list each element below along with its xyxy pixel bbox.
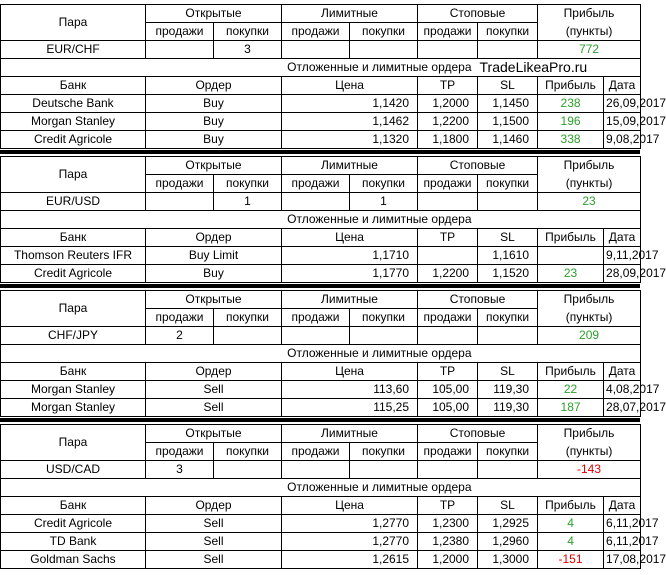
bank-name: Morgan Stanley — [1, 381, 146, 399]
order-price: 1,2770 — [282, 533, 418, 551]
limit-sell-count — [282, 193, 350, 211]
pair-name: USD/CAD — [1, 461, 146, 479]
stop-sells-header: продажи — [418, 175, 478, 193]
order-tp: 1,2380 — [418, 533, 478, 551]
open-header: Открытые — [146, 425, 282, 443]
order-sl: 1,1610 — [478, 247, 538, 265]
open-sells-header: продажи — [146, 175, 214, 193]
section-separator — [0, 284, 640, 288]
open-sells-header: продажи — [146, 23, 214, 41]
order-type: Sell — [146, 551, 282, 569]
order-date: 6,11,2017 — [604, 515, 641, 533]
open-buy-count — [214, 461, 282, 479]
bank-header: Банк — [1, 363, 146, 381]
limit-buys-header: покупки — [350, 175, 418, 193]
order-price: 113,60 — [282, 381, 418, 399]
order-type: Buy — [146, 113, 282, 131]
order-header: Ордер — [146, 497, 282, 515]
order-row — [1, 113, 641, 131]
pending-orders-label: Отложенные и лимитные ордера — [1, 59, 478, 77]
stop-header: Стоповые — [418, 5, 538, 23]
order-row — [1, 95, 641, 113]
order-tp: 105,00 — [418, 381, 478, 399]
open-sell-count: 3 — [146, 461, 214, 479]
order-price: 1,2770 — [282, 515, 418, 533]
pair-profit: 772 — [538, 41, 641, 59]
order-header: Ордер — [146, 229, 282, 247]
section-table — [0, 290, 666, 417]
open-buy-count — [214, 327, 282, 345]
order-type: Sell — [146, 399, 282, 417]
section-table — [0, 4, 666, 149]
pending-orders-label: Отложенные и лимитные ордера — [1, 211, 478, 229]
profit-header: Прибыль — [538, 5, 641, 23]
stop-buys-header: покупки — [478, 175, 538, 193]
profit-header: Прибыль — [538, 157, 641, 175]
order-type: Buy — [146, 265, 282, 283]
order-profit: 238 — [538, 95, 604, 113]
order-sl: 1,3000 — [478, 551, 538, 569]
open-header: Открытые — [146, 157, 282, 175]
limit-buys-header: покупки — [350, 23, 418, 41]
order-sl: 119,30 — [478, 399, 538, 417]
points-header: (пункты) — [538, 443, 641, 461]
profit-header: Прибыль — [538, 425, 641, 443]
order-price: 1,1320 — [282, 131, 418, 149]
order-row — [1, 533, 641, 551]
open-buy-count: 3 — [214, 41, 282, 59]
limit-header: Лимитные — [282, 425, 418, 443]
bank-header: Банк — [1, 229, 146, 247]
limit-sells-header: продажи — [282, 23, 350, 41]
open-header: Открытые — [146, 291, 282, 309]
bank-name: TD Bank — [1, 533, 146, 551]
order-header: Ордер — [146, 77, 282, 95]
order-date: 9,08,2017 — [604, 131, 641, 149]
order-date: 15,09,2017 — [604, 113, 641, 131]
stop-sell-count — [418, 327, 478, 345]
open-sell-count — [146, 193, 214, 211]
pair-name: EUR/USD — [1, 193, 146, 211]
limit-sell-count — [282, 41, 350, 59]
order-profit-header: Прибыль — [538, 497, 604, 515]
order-price: 1,1462 — [282, 113, 418, 131]
order-tp: 1,2300 — [418, 515, 478, 533]
limit-buy-count — [350, 41, 418, 59]
open-buys-header: покупки — [214, 309, 282, 327]
order-sl: 1,2960 — [478, 533, 538, 551]
pair-profit: 209 — [538, 327, 641, 345]
open-sell-count — [146, 41, 214, 59]
pair-header: Пара — [1, 5, 146, 41]
tp-header: TP — [418, 229, 478, 247]
order-profit: -151 — [538, 551, 604, 569]
limit-header: Лимитные — [282, 5, 418, 23]
sl-header: SL — [478, 229, 538, 247]
section-table — [0, 156, 666, 283]
bank-name: Morgan Stanley — [1, 399, 146, 417]
open-buys-header: покупки — [214, 443, 282, 461]
open-buy-count: 1 — [214, 193, 282, 211]
order-type: Buy — [146, 131, 282, 149]
order-sl: 1,1520 — [478, 265, 538, 283]
order-profit: 4 — [538, 533, 604, 551]
stop-header: Стоповые — [418, 425, 538, 443]
blank-cell — [478, 345, 641, 363]
order-row — [1, 551, 641, 569]
order-date: 6,11,2017 — [604, 533, 641, 551]
section-separator — [0, 150, 640, 154]
profit-header: Прибыль — [538, 291, 641, 309]
order-tp: 1,2000 — [418, 95, 478, 113]
date-header: Дата — [604, 497, 641, 515]
bank-name: Thomson Reuters IFR — [1, 247, 146, 265]
limit-sells-header: продажи — [282, 175, 350, 193]
sl-header: SL — [478, 363, 538, 381]
pair-name: CHF/JPY — [1, 327, 146, 345]
pair-profit: 23 — [538, 193, 641, 211]
order-profit: 22 — [538, 381, 604, 399]
bank-name: Credit Agricole — [1, 131, 146, 149]
order-date: 28,07,2017 — [604, 399, 641, 417]
blank-cell — [478, 479, 641, 497]
order-row — [1, 131, 641, 149]
bank-name: Morgan Stanley — [1, 113, 146, 131]
stop-header: Стоповые — [418, 291, 538, 309]
limit-header: Лимитные — [282, 157, 418, 175]
order-price: 115,25 — [282, 399, 418, 417]
stop-sells-header: продажи — [418, 309, 478, 327]
tp-header: TP — [418, 363, 478, 381]
price-header: Цена — [282, 363, 418, 381]
bank-header: Банк — [1, 497, 146, 515]
pair-header: Пара — [1, 157, 146, 193]
order-sl: 1,1460 — [478, 131, 538, 149]
order-date: 17,08,2017 — [604, 551, 641, 569]
order-tp: 1,2200 — [418, 265, 478, 283]
limit-buys-header: покупки — [350, 443, 418, 461]
stop-sell-count — [418, 461, 478, 479]
order-tp: 1,1800 — [418, 131, 478, 149]
order-type: Sell — [146, 381, 282, 399]
limit-buy-count: 1 — [350, 193, 418, 211]
stop-sell-count — [418, 193, 478, 211]
order-row — [1, 515, 641, 533]
pair-section-usd-cad — [0, 424, 666, 569]
section-table — [0, 424, 666, 569]
date-header: Дата — [604, 363, 641, 381]
pending-orders-label: Отложенные и лимитные ордера — [1, 479, 478, 497]
open-sells-header: продажи — [146, 443, 214, 461]
order-price: 1,1770 — [282, 265, 418, 283]
order-profit: 187 — [538, 399, 604, 417]
order-price: 1,1710 — [282, 247, 418, 265]
order-row — [1, 399, 641, 417]
site-label: TradeLikeaPro.ru — [478, 59, 641, 77]
pair-section-eur-chf — [0, 4, 666, 149]
order-sl: 119,30 — [478, 381, 538, 399]
stop-buy-count — [478, 193, 538, 211]
open-sells-header: продажи — [146, 309, 214, 327]
stop-sell-count — [418, 41, 478, 59]
bank-name: Credit Agricole — [1, 265, 146, 283]
points-header: (пункты) — [538, 23, 641, 41]
order-header: Ордер — [146, 363, 282, 381]
section-separator — [0, 418, 640, 422]
order-profit: 23 — [538, 265, 604, 283]
blank-cell — [478, 211, 641, 229]
bank-name: Credit Agricole — [1, 515, 146, 533]
order-profit: 338 — [538, 131, 604, 149]
pair-header: Пара — [1, 425, 146, 461]
order-profit — [538, 247, 604, 265]
pending-orders-label: Отложенные и лимитные ордера — [1, 345, 478, 363]
stop-buy-count — [478, 41, 538, 59]
order-tp — [418, 247, 478, 265]
order-tp: 1,2000 — [418, 551, 478, 569]
limit-buy-count — [350, 327, 418, 345]
order-tp: 1,2200 — [418, 113, 478, 131]
stop-buy-count — [478, 327, 538, 345]
order-row — [1, 265, 641, 283]
order-date: 4,08,2017 — [604, 381, 641, 399]
stop-buys-header: покупки — [478, 23, 538, 41]
price-header: Цена — [282, 497, 418, 515]
order-profit-header: Прибыль — [538, 229, 604, 247]
order-row — [1, 247, 641, 265]
open-header: Открытые — [146, 5, 282, 23]
bank-header: Банк — [1, 77, 146, 95]
order-tp: 105,00 — [418, 399, 478, 417]
order-row — [1, 381, 641, 399]
order-date: 26,09,2017 — [604, 95, 641, 113]
stop-buys-header: покупки — [478, 443, 538, 461]
price-header: Цена — [282, 77, 418, 95]
open-buys-header: покупки — [214, 175, 282, 193]
order-profit-header: Прибыль — [538, 363, 604, 381]
limit-buy-count — [350, 461, 418, 479]
order-date: 9,11,2017 — [604, 247, 641, 265]
order-price: 1,2615 — [282, 551, 418, 569]
stop-buys-header: покупки — [478, 309, 538, 327]
sl-header: SL — [478, 77, 538, 95]
order-date: 28,09,2017 — [604, 265, 641, 283]
points-header: (пункты) — [538, 309, 641, 327]
order-type: Buy — [146, 95, 282, 113]
stop-sells-header: продажи — [418, 23, 478, 41]
order-type: Buy Limit — [146, 247, 282, 265]
pair-profit: -143 — [538, 461, 641, 479]
limit-header: Лимитные — [282, 291, 418, 309]
limit-buys-header: покупки — [350, 309, 418, 327]
price-header: Цена — [282, 229, 418, 247]
limit-sells-header: продажи — [282, 443, 350, 461]
pair-section-eur-usd — [0, 156, 666, 283]
limit-sell-count — [282, 327, 350, 345]
stop-buy-count — [478, 461, 538, 479]
pair-header: Пара — [1, 291, 146, 327]
stop-header: Стоповые — [418, 157, 538, 175]
order-profit: 196 — [538, 113, 604, 131]
order-type: Sell — [146, 533, 282, 551]
points-header: (пункты) — [538, 175, 641, 193]
pair-name: EUR/CHF — [1, 41, 146, 59]
order-profit: 4 — [538, 515, 604, 533]
order-type: Sell — [146, 515, 282, 533]
order-sl: 1,1500 — [478, 113, 538, 131]
sl-header: SL — [478, 497, 538, 515]
open-buys-header: покупки — [214, 23, 282, 41]
bank-name: Deutsche Bank — [1, 95, 146, 113]
date-header: Дата — [604, 77, 641, 95]
tp-header: TP — [418, 77, 478, 95]
limit-sell-count — [282, 461, 350, 479]
order-sl: 1,1450 — [478, 95, 538, 113]
stop-sells-header: продажи — [418, 443, 478, 461]
order-profit-header: Прибыль — [538, 77, 604, 95]
bank-name: Goldman Sachs — [1, 551, 146, 569]
pair-section-chf-jpy — [0, 290, 666, 417]
limit-sells-header: продажи — [282, 309, 350, 327]
tp-header: TP — [418, 497, 478, 515]
order-price: 1,1420 — [282, 95, 418, 113]
open-sell-count: 2 — [146, 327, 214, 345]
date-header: Дата — [604, 229, 641, 247]
order-sl: 1,2925 — [478, 515, 538, 533]
